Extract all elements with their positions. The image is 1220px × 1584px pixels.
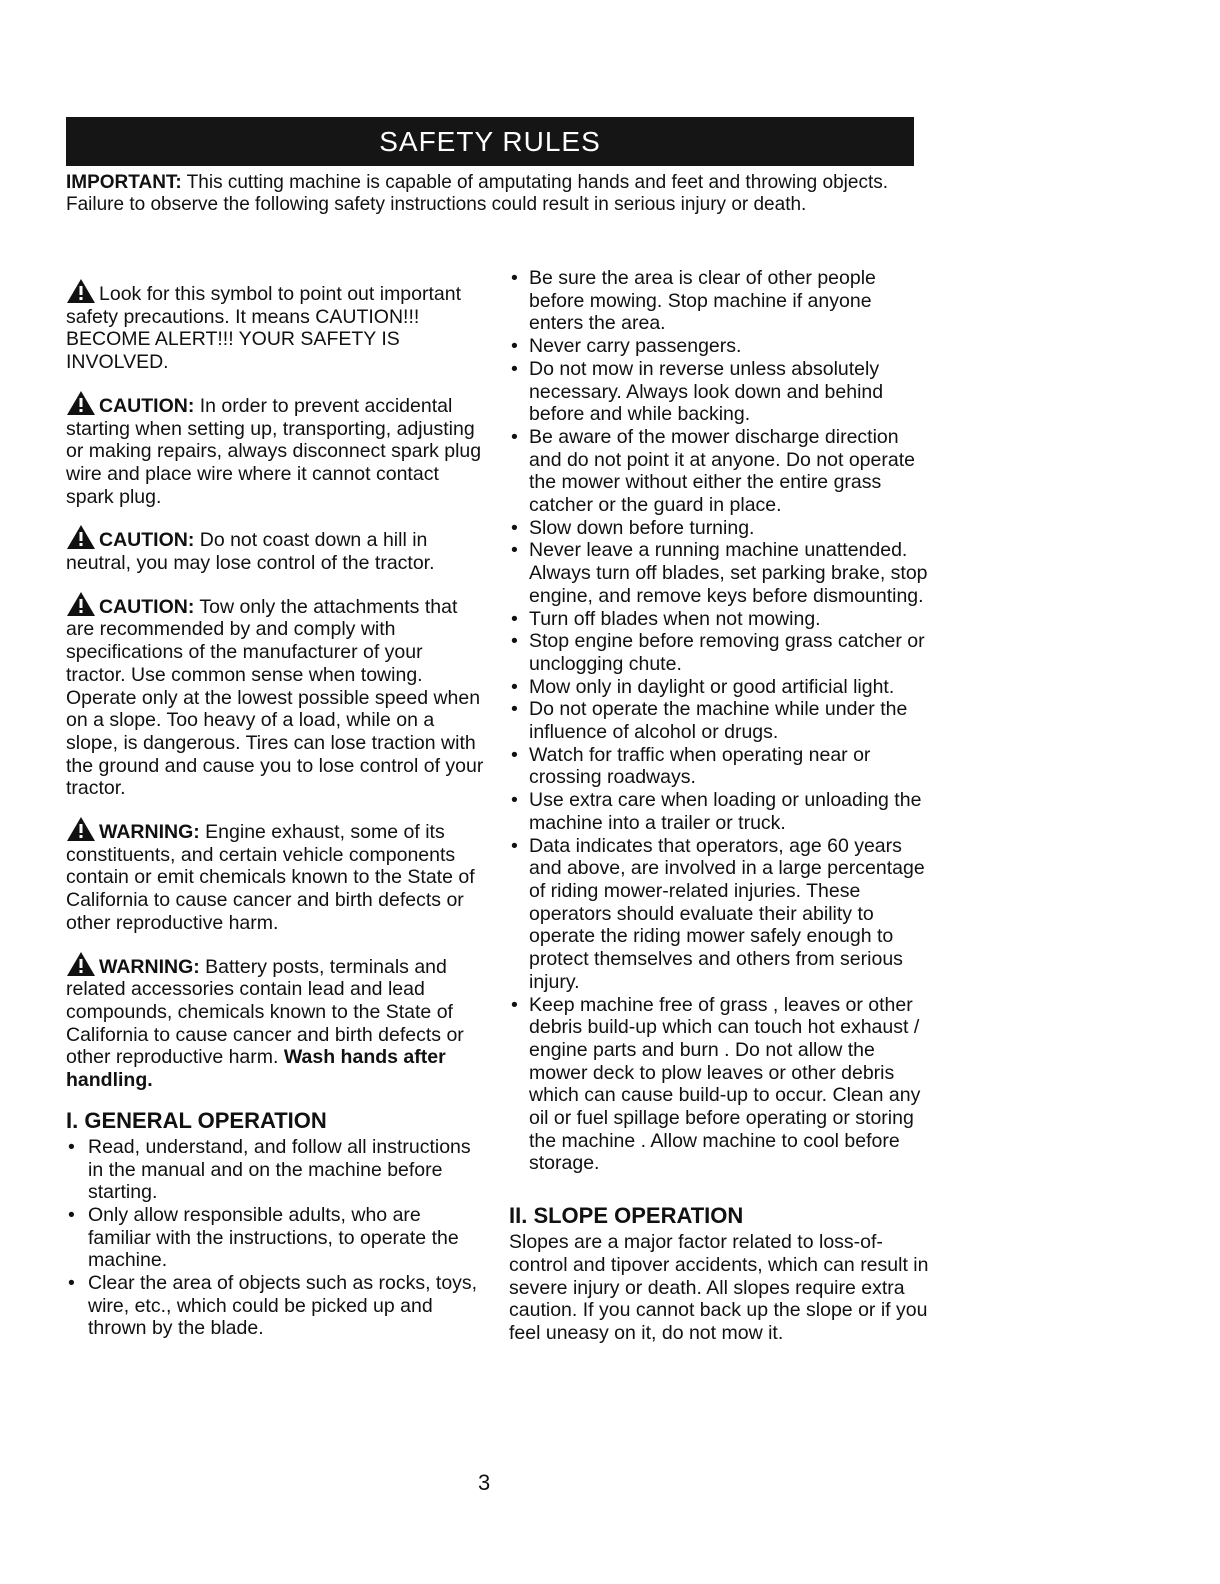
slope-operation-text: Slopes are a major factor related to loss-of-control and tipover accidents, which can result in severe injury or death. All slopes require extra caution. If you cannot back up the slope or if you feel uneasy on it, do not mow it.: [509, 1231, 929, 1344]
list-item: • Do not operate the machine while under the influence of alcohol or drugs.: [509, 698, 929, 743]
list-item: • Watch for traffic when operating near or crossing roadways.: [509, 744, 929, 789]
note-label: CAUTION:: [99, 595, 195, 618]
note-text: Tow only the attachments that are recommended by and comply with specifications of the manufacturer of your tractor. Use common sense when towing. Operate only at the lowest possible speed when on a slope. Too heavy of a load, while on a slope, is dangerous. Tires can lose traction with the ground and cause you to lose control of your tractor.: [66, 595, 484, 800]
warning-triangle-icon: [66, 524, 96, 550]
warning-triangle-icon: [66, 390, 96, 416]
list-item: • Stop engine before removing grass catcher or unclogging chute.: [509, 630, 929, 675]
list-item: • Do not mow in reverse unless absolutely necessary. Always look down and behind before and while backing.: [509, 358, 929, 426]
general-operation-list-part1: [66, 1136, 486, 1340]
warning-triangle-icon: [66, 816, 96, 842]
safety-note: [66, 816, 486, 935]
note-label: WARNING:: [99, 821, 200, 844]
list-item: • Use extra care when loading or unloading the machine into a trailer or truck.: [509, 789, 929, 834]
warning-triangle-icon: [66, 278, 96, 304]
list-item: • Slow down before turning.: [509, 517, 929, 540]
note-text: Battery posts, terminals and related accessories contain lead and lead compounds, chemicals known to the State of California to cause cancer and birth defects or other reproductive harm.: [66, 955, 464, 1069]
warning-triangle-icon: [66, 591, 96, 617]
left-column: [66, 278, 486, 1340]
note-label: CAUTION:: [99, 529, 195, 552]
page-title: SAFETY RULES: [379, 125, 601, 157]
page-number: 3: [478, 1470, 491, 1495]
safety-note: [66, 390, 486, 509]
list-item: • Turn off blades when not mowing.: [509, 608, 929, 631]
list-item: • Data indicates that operators, age 60 years and above, are involved in a large percentage of riding mower-related injuries. These operators should evaluate their ability to operate the riding mower safely enough to protect themselves and others from serious injury.: [509, 835, 929, 994]
safety-note: [66, 524, 486, 574]
list-item: • Clear the area of objects such as rocks, toys, wire, etc., which could be picked up and thrown by the blade.: [66, 1272, 486, 1340]
general-operation-heading: I. GENERAL OPERATION: [66, 1107, 327, 1133]
note-text: Engine exhaust, some of its constituents, and certain vehicle components contain or emit chemicals known to the State of California to cause cancer and birth defects or other reproductive harm.: [66, 821, 475, 934]
safety-note: [66, 278, 486, 374]
important-intro: [66, 172, 916, 216]
list-item: • Keep machine free of grass , leaves or other debris build-up which can touch hot exhaust / engine parts and burn . Do not allow the mower deck to plow leaves or other debris which can cause build-up to occur. Clean any oil or fuel spillage before operating or storing the machine . Allow machine to cool before storage.: [509, 994, 929, 1176]
list-item: • Be aware of the mower discharge direction and do not point it at anyone. Do not operate the mower without either the entire grass catcher or the guard in place.: [509, 426, 929, 517]
note-label: WARNING:: [99, 955, 200, 978]
list-item: • Read, understand, and follow all instructions in the manual and on the machine before starting.: [66, 1136, 486, 1204]
safety-rules-banner: [66, 117, 914, 166]
note-text: Look for this symbol to point out important safety precautions. It means CAUTION!!! BECOME ALERT!!! YOUR SAFETY IS INVOLVED.: [66, 283, 462, 374]
warning-triangle-icon: [66, 951, 96, 977]
list-item: • Never leave a running machine unattended. Always turn off blades, set parking brake, stop engine, and remove keys before dismounting.: [509, 539, 929, 607]
list-item: • Never carry passengers.: [509, 335, 929, 358]
general-operation-list-part2: [509, 267, 929, 1175]
safety-notes: [66, 278, 486, 1092]
safety-note: [66, 951, 486, 1092]
note-emphasis: Wash hands after handling.: [66, 1046, 446, 1092]
note-label: CAUTION:: [99, 394, 195, 417]
important-text: This cutting machine is capable of amputating hands and feet and throwing objects. Failure to observe the following safety instructions could result in serious injury or death.: [66, 172, 889, 215]
list-item: • Be sure the area is clear of other people before mowing. Stop machine if anyone enters the area.: [509, 267, 929, 335]
slope-operation-heading: II. SLOPE OPERATION: [509, 1203, 744, 1229]
note-text: Do not coast down a hill in neutral, you may lose control of the tractor.: [66, 529, 435, 575]
list-item: • Mow only in daylight or good artificial light.: [509, 676, 929, 699]
note-text: In order to prevent accidental starting when setting up, transporting, adjusting or making repairs, always disconnect spark plug wire and place wire where it cannot contact spark plug.: [66, 394, 482, 508]
important-label: IMPORTANT:: [66, 172, 182, 193]
safety-note: [66, 591, 486, 800]
right-column: [509, 267, 929, 1345]
list-item: • Only allow responsible adults, who are familiar with the instructions, to operate the machine.: [66, 1204, 486, 1272]
